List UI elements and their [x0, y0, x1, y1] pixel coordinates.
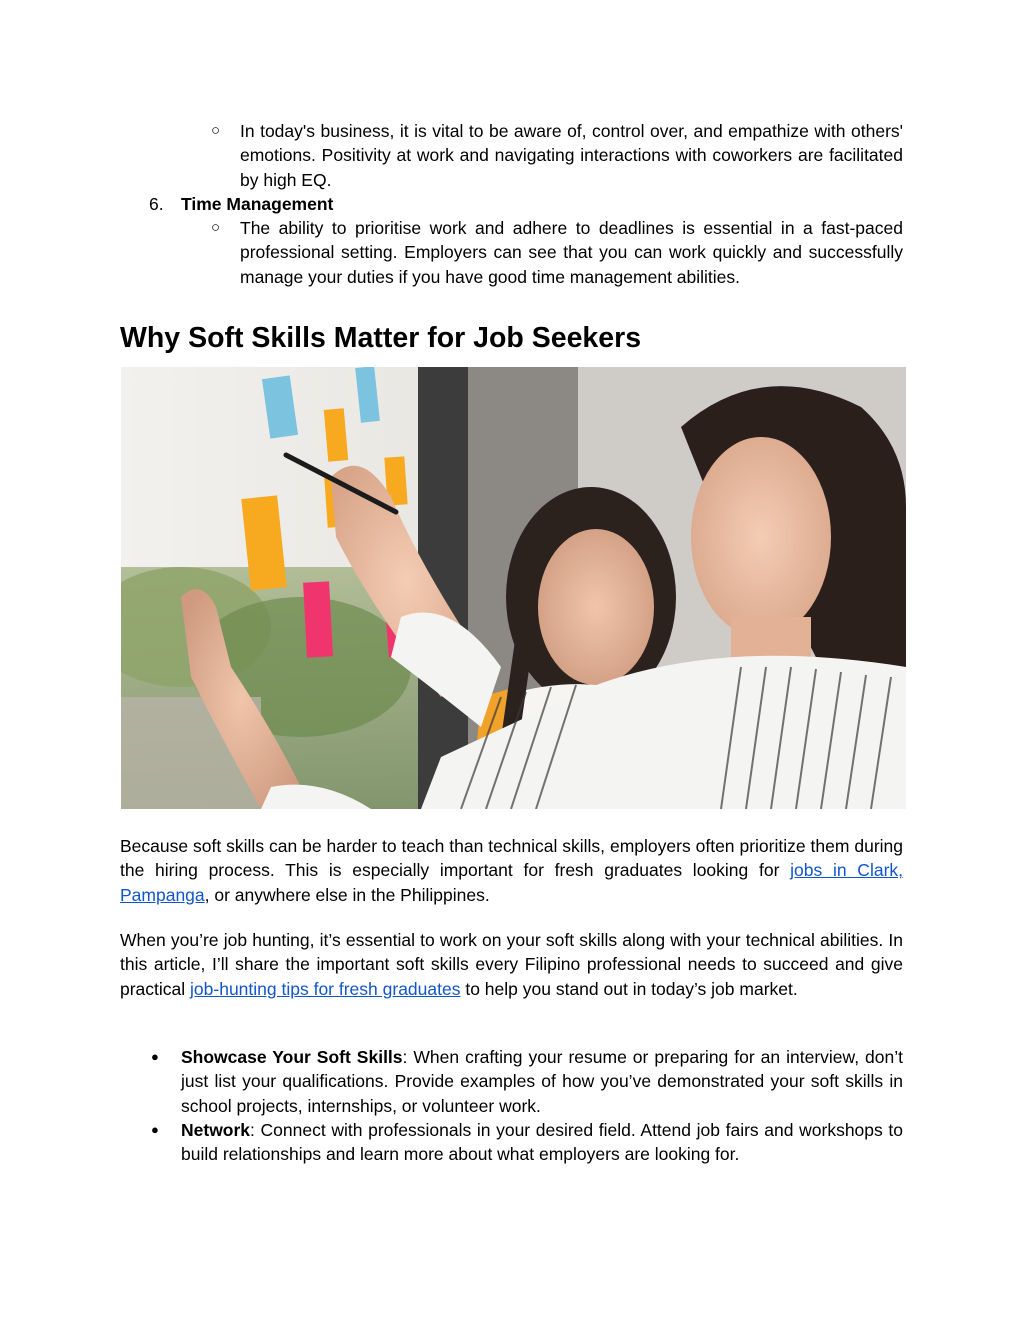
sub-bullet-marker: ○ — [211, 219, 221, 236]
bullet-label: Showcase Your Soft Skills — [181, 1047, 403, 1067]
section-heading: Why Soft Skills Matter for Job Seekers — [120, 322, 642, 354]
list-number: 6. — [149, 194, 164, 214]
sub-bullet-eq-text: In today's business, it is vital to be aware of, control over, and empathize with others' emotions. Positivity at work and navigating interactions with coworkers are facilitated by high EQ. — [240, 121, 903, 190]
bullet-showcase-soft-skills — [181, 1045, 903, 1118]
bullet-text: : Connect with professionals in your desired field. Attend job fairs and workshops to build relationships and learn more about what employers are looking for. — [181, 1120, 903, 1165]
paragraph-job-hunting-text-end: to help you stand out in today’s job market. — [460, 978, 798, 999]
paragraph-job-hunting-text: When you’re job hunting, it’s essential to work on your soft skills along with your technical abilities. In this article, I’ll share the important soft skills every Filipino professional needs to succeed and give practical — [120, 930, 903, 999]
sub-bullet-time-text: The ability to prioritise work and adhere to deadlines is essential in a fast-paced professional setting. Employers can see that you can work quickly and successfully manage your duties if you have good time management abilities. — [240, 218, 903, 287]
list-item-time-management: Time Management — [181, 194, 334, 214]
bullet-marker: ● — [151, 1049, 159, 1064]
link-jobs-in-clark-pampanga[interactable]: jobs in Clark, Pampanga — [120, 860, 904, 905]
office-photo — [121, 367, 906, 809]
sub-bullet-marker: ○ — [211, 122, 221, 139]
paragraph-hiring-text-end: , or anywhere else in the Philippines. — [204, 884, 490, 905]
bullet-label: Network — [181, 1120, 251, 1140]
bullet-text: : When crafting your resume or preparing for an interview, don’t just list your qualifications. Provide examples of how you’ve demonstrated your soft skills in school projects, internships, or volunteer work. — [181, 1047, 903, 1116]
bullet-marker: ● — [151, 1122, 159, 1137]
paragraph-hiring-text: Because soft skills can be harder to teach than technical skills, employers often prioritize them during the hiring process. This is especially important for fresh graduates looking for — [120, 836, 903, 881]
link-job-hunting-tips[interactable]: job-hunting tips for fresh graduates — [190, 978, 461, 999]
paragraph-hiring — [120, 834, 903, 907]
bullet-network — [181, 1118, 903, 1167]
paragraph-job-hunting — [120, 928, 903, 1001]
